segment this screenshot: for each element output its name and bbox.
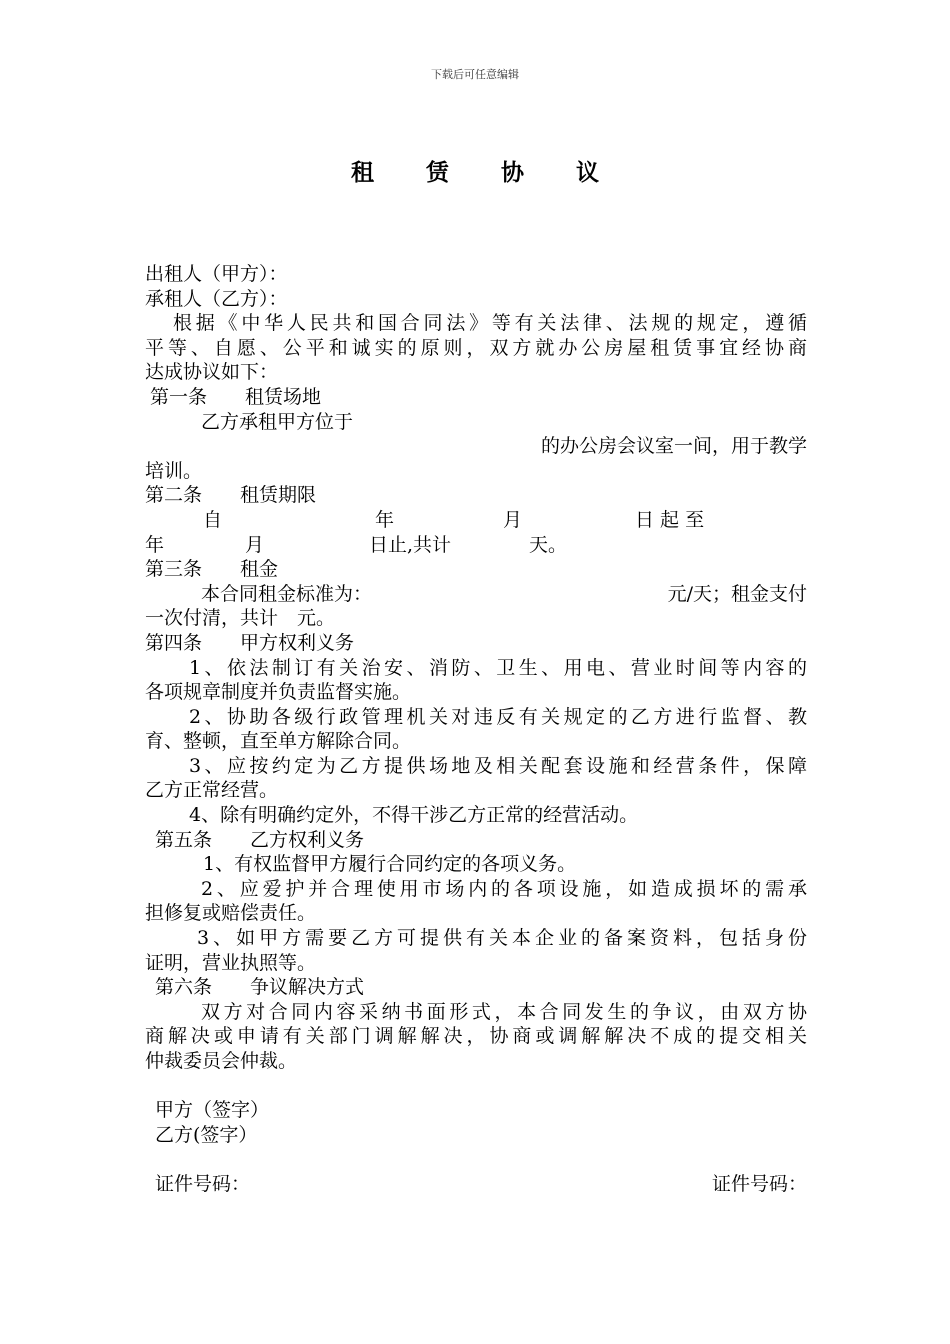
article-6-line-3: 仲裁委员会仲裁。 <box>145 1050 298 1072</box>
article-6-heading: 第六条 争议解决方式 <box>155 976 365 999</box>
lessee-line: 承租人（乙方）： <box>145 287 288 310</box>
article-1-heading: 第一条 租赁场地 <box>150 385 322 408</box>
term-until: 日止,共计 <box>369 533 452 556</box>
article-1-line-2: 的办公房会议室一间，用于教学 <box>540 435 807 458</box>
party-a-signature: 甲方（签字） <box>155 1099 270 1122</box>
contract-body <box>145 262 807 1197</box>
article-5-item-3a: 3、如甲方需要乙方可提供有关本企业的备案资料，包括身份 <box>197 927 807 950</box>
term-year-1: 年 <box>375 508 395 531</box>
id-number-row <box>145 1172 807 1197</box>
article-6-line-2: 商解决或申请有关部门调解解决，协商或调解解决不成的提交相关 <box>145 1025 807 1048</box>
term-until-line <box>145 533 807 558</box>
article-1-line-1: 乙方承租甲方位于 <box>201 410 354 433</box>
term-day-from: 日 起 至 <box>635 508 705 531</box>
article-5-item-2b: 担修复或赔偿责任。 <box>145 902 317 925</box>
article-4-item-4: 4、除有明确约定外，不得干涉乙方正常的经营活动。 <box>189 804 639 827</box>
article-4-item-3a: 3、应按约定为乙方提供场地及相关配套设施和经营条件，保障 <box>189 754 807 777</box>
article-4-item-1b: 各项规章制度并负责监督实施。 <box>145 681 412 704</box>
fee-unit: 元/天；租金支付 <box>667 582 807 605</box>
article-4-item-2a: 2、协助各级行政管理机关对违反有关规定的乙方进行监督、教 <box>189 705 807 728</box>
term-from: 自 <box>203 508 223 531</box>
article-4-item-2b: 育、整顿，直至单方解除合同。 <box>145 730 412 753</box>
id-number-left: 证件号码： <box>155 1172 251 1195</box>
term-month-1: 月 <box>503 508 523 531</box>
party-b-signature: 乙方(签字） <box>155 1123 258 1146</box>
term-from-line <box>145 508 807 533</box>
article-1-line-3: 培训。 <box>145 459 203 482</box>
term-year-2: 年 <box>145 533 165 556</box>
lessor-line: 出租人（甲方）： <box>145 263 288 285</box>
intro-line-1: 根据《中华人民共和国合同法》等有关法律、法规的规定，遵循 <box>173 312 807 335</box>
article-4-item-1a: 1、依法制订有关治安、消防、卫生、用电、营业时间等内容的 <box>189 656 807 679</box>
document-title: 租 赁 协 议 <box>350 159 622 186</box>
header-note: 下载后可任意编辑 <box>431 68 519 81</box>
fee-line <box>145 582 807 607</box>
article-5-item-1: 1、有权监督甲方履行合同约定的各项义务。 <box>203 853 577 876</box>
id-number-right: 证件号码： <box>711 1172 807 1195</box>
article-4-heading: 第四条 甲方权利义务 <box>145 631 355 654</box>
fee-label: 本合同租金标准为： <box>201 582 373 605</box>
article-6-line-1: 双方对合同内容采纳书面形式，本合同发生的争议，由双方协 <box>201 1000 807 1023</box>
article-5-item-3b: 证明，营业执照等。 <box>145 951 317 974</box>
term-month-2: 月 <box>245 533 265 556</box>
article-5-heading: 第五条 乙方权利义务 <box>155 828 365 851</box>
article-3-line-2: 一次付清，共计 元。 <box>145 607 336 630</box>
article-2-heading: 第二条 租赁期限 <box>145 484 317 507</box>
term-days: 天。 <box>529 533 568 556</box>
intro-line-2: 平等、自愿、公平和诚实的原则，双方就办公房屋租赁事宜经协商 <box>145 336 807 359</box>
article-3-heading: 第三条 租金 <box>145 558 279 581</box>
article-4-item-3b: 乙方正常经营。 <box>145 779 279 802</box>
intro-line-3: 达成协议如下： <box>145 361 279 384</box>
article-5-item-2a: 2、应爱护并合理使用市场内的各项设施，如造成损坏的需承 <box>201 877 807 900</box>
